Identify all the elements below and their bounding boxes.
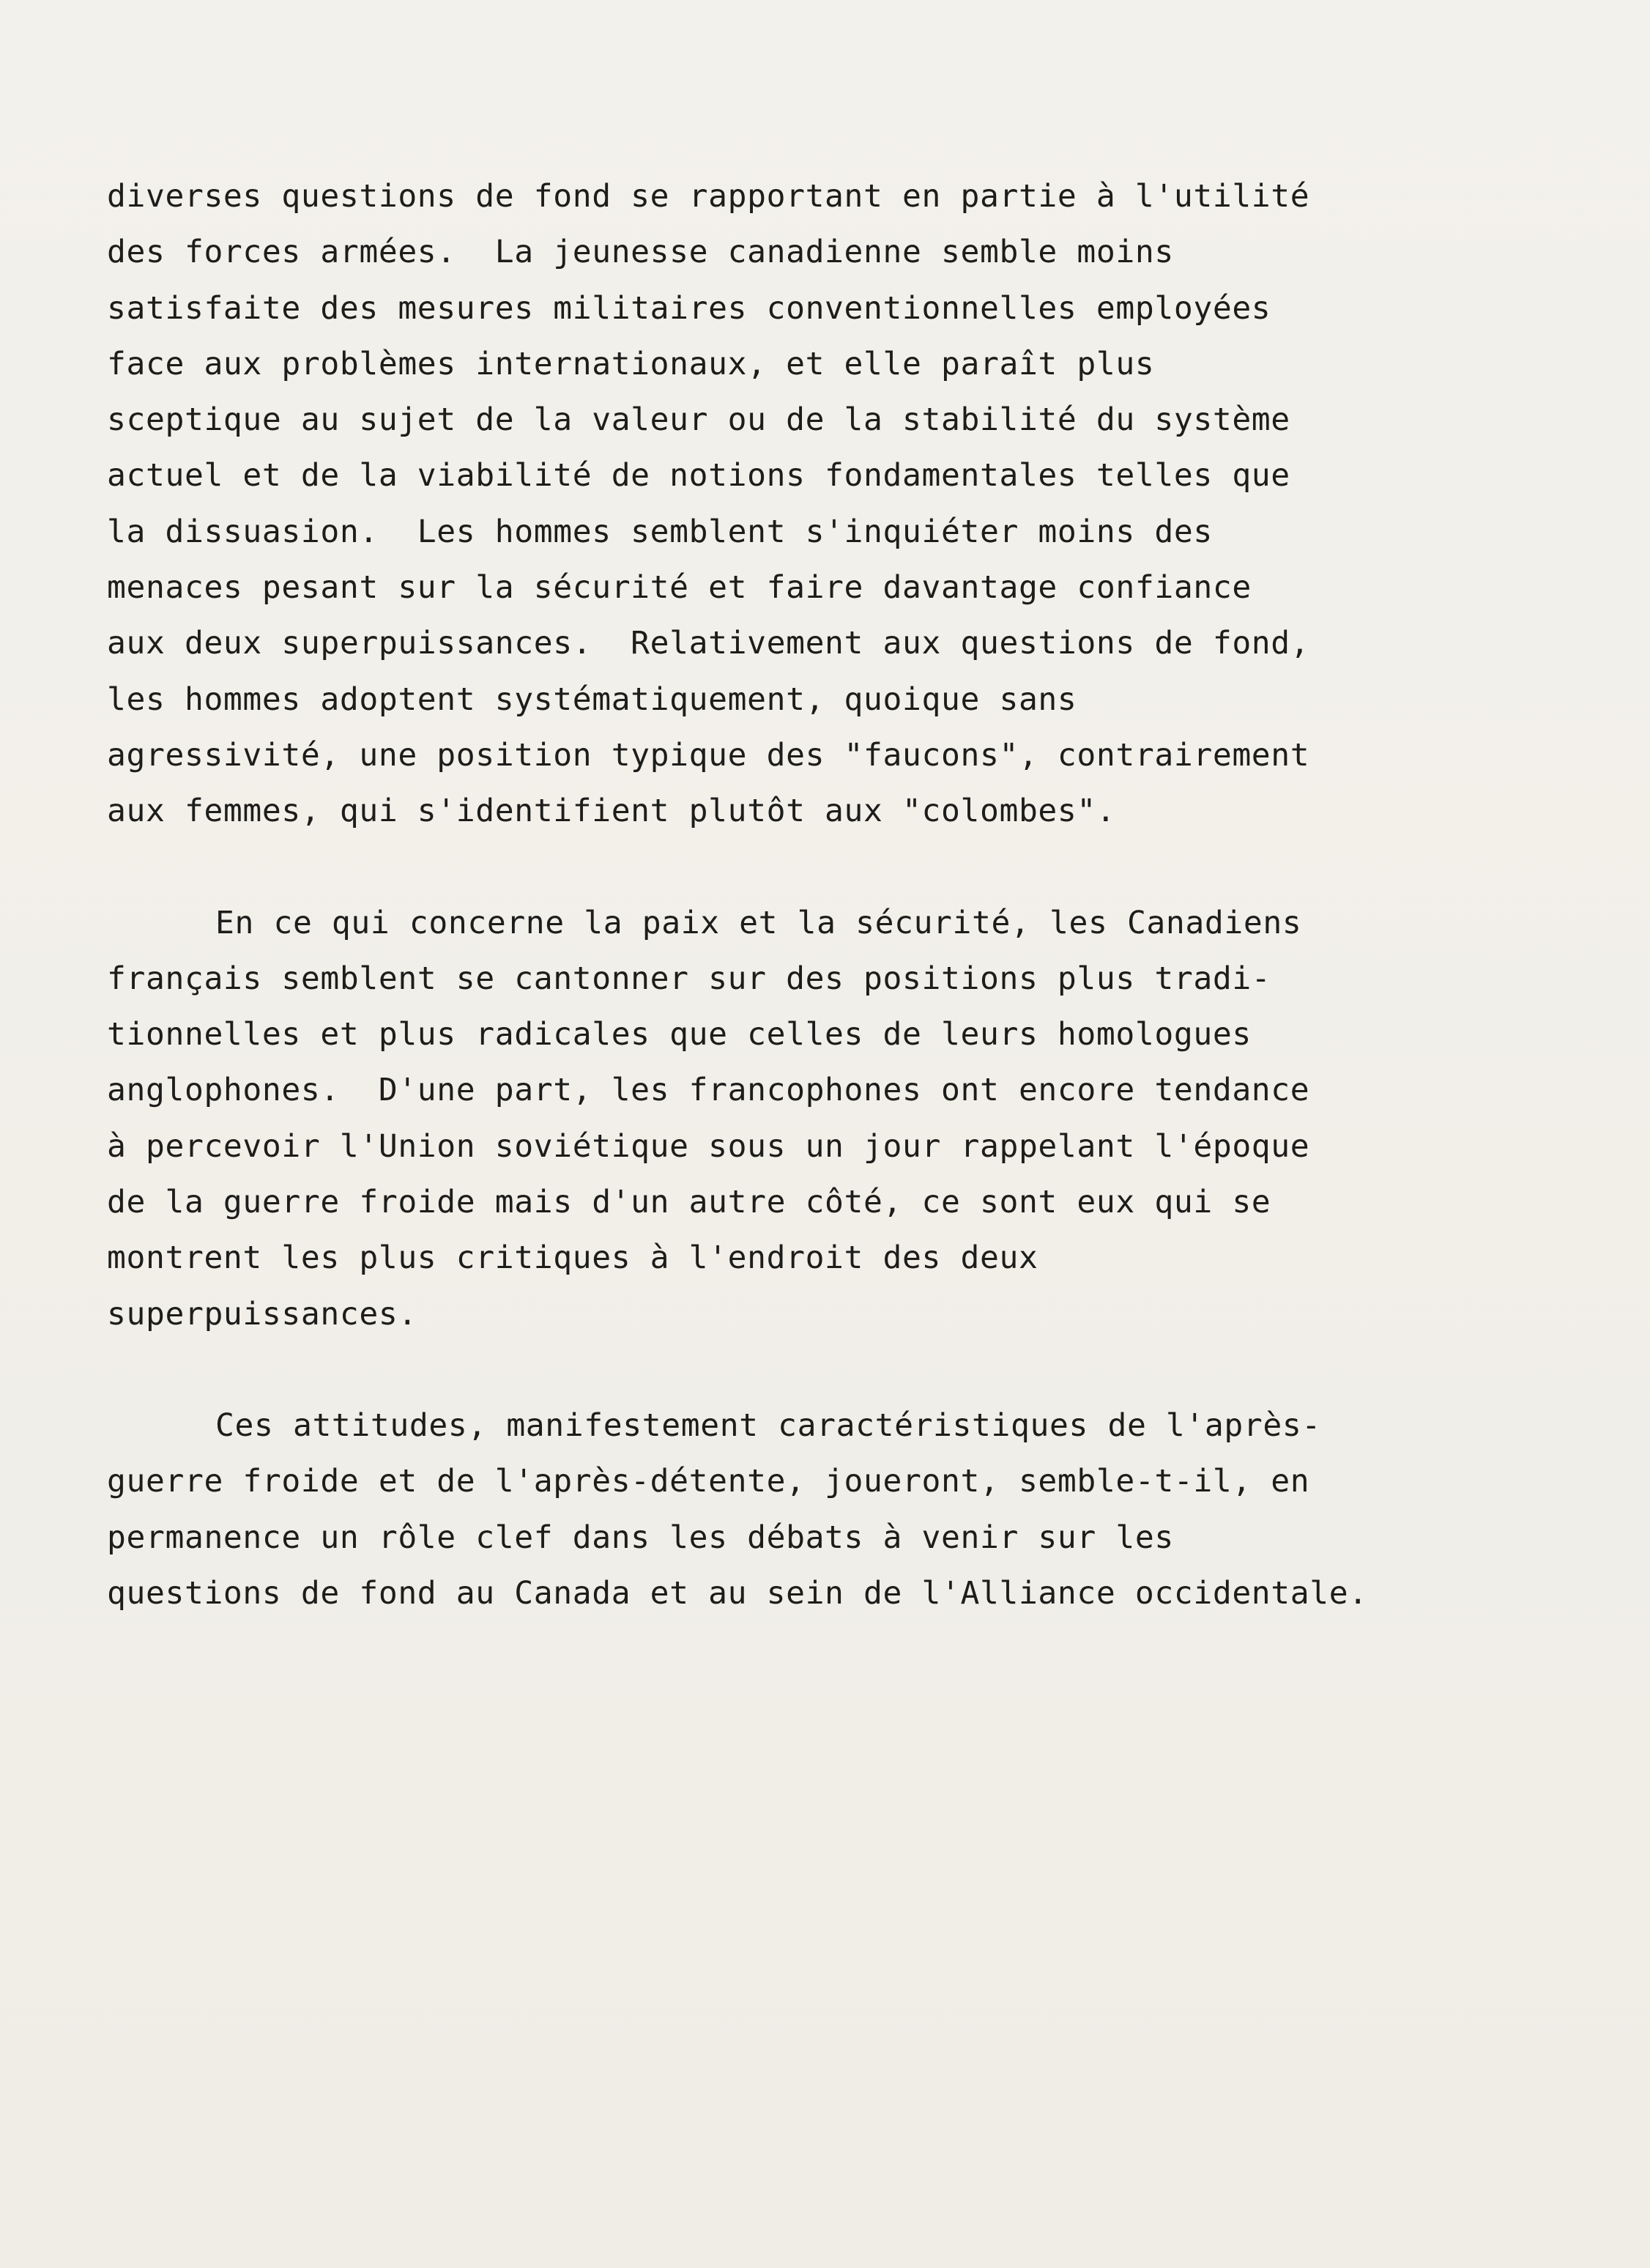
text-line: aux femmes, qui s'identifient plutôt aux "colombes".	[107, 793, 1116, 830]
text-line: Ces attitudes, manifestement caractéristiques de l'après-	[215, 1407, 1321, 1444]
text-line: montrent les plus critiques à l'endroit des deux	[107, 1239, 1038, 1277]
text-line: permanence un rôle clef dans les débats à venir sur les	[107, 1519, 1174, 1556]
document-body	[107, 168, 1564, 1621]
text-line: les hommes adoptent systématiquement, quoique sans	[107, 681, 1077, 718]
text-line: satisfaite des mesures militaires conventionnelles employées	[107, 289, 1271, 327]
text-line: la dissuasion. Les hommes semblent s'inquiéter moins des	[107, 513, 1213, 550]
text-line: de la guerre froide mais d'un autre côté, ce sont eux qui se	[107, 1184, 1271, 1221]
paragraph-spacer	[107, 1342, 1564, 1398]
text-line: agressivité, une position typique des "faucons", contrairement	[107, 736, 1310, 774]
text-line: aux deux superpuissances. Relativement aux questions de fond,	[107, 625, 1310, 662]
text-line: diverses questions de fond se rapportant en partie à l'utilité	[107, 178, 1310, 215]
text-line: des forces armées. La jeunesse canadienne semble moins	[107, 234, 1174, 271]
paragraph-3	[107, 1398, 1564, 1621]
text-line: à percevoir l'Union soviétique sous un jour rappelant l'époque	[107, 1127, 1310, 1165]
text-line: face aux problèmes internationaux, et elle paraît plus	[107, 345, 1155, 382]
text-line: actuel et de la viabilité de notions fondamentales telles que	[107, 457, 1290, 494]
text-line: superpuissances.	[107, 1295, 417, 1333]
text-line: tionnelles et plus radicales que celles de leurs homologues	[107, 1016, 1252, 1053]
text-line: anglophones. D'une part, les francophones ont encore tendance	[107, 1072, 1310, 1109]
text-line: français semblent se cantonner sur des positions plus tradi-	[107, 960, 1271, 997]
text-line: guerre froide et de l'après-détente, joueront, semble-t-il, en	[107, 1463, 1310, 1500]
text-line: menaces pesant sur la sécurité et faire davantage confiance	[107, 569, 1252, 607]
text-line: sceptique au sujet de la valeur ou de la stabilité du système	[107, 401, 1290, 439]
paragraph-1	[107, 168, 1564, 840]
paragraph-2	[107, 895, 1564, 1342]
text-line: questions de fond au Canada et au sein de l'Alliance occidentale.	[107, 1574, 1368, 1612]
paragraph-spacer	[107, 840, 1564, 895]
text-line: En ce qui concerne la paix et la sécurité, les Canadiens	[215, 904, 1302, 941]
